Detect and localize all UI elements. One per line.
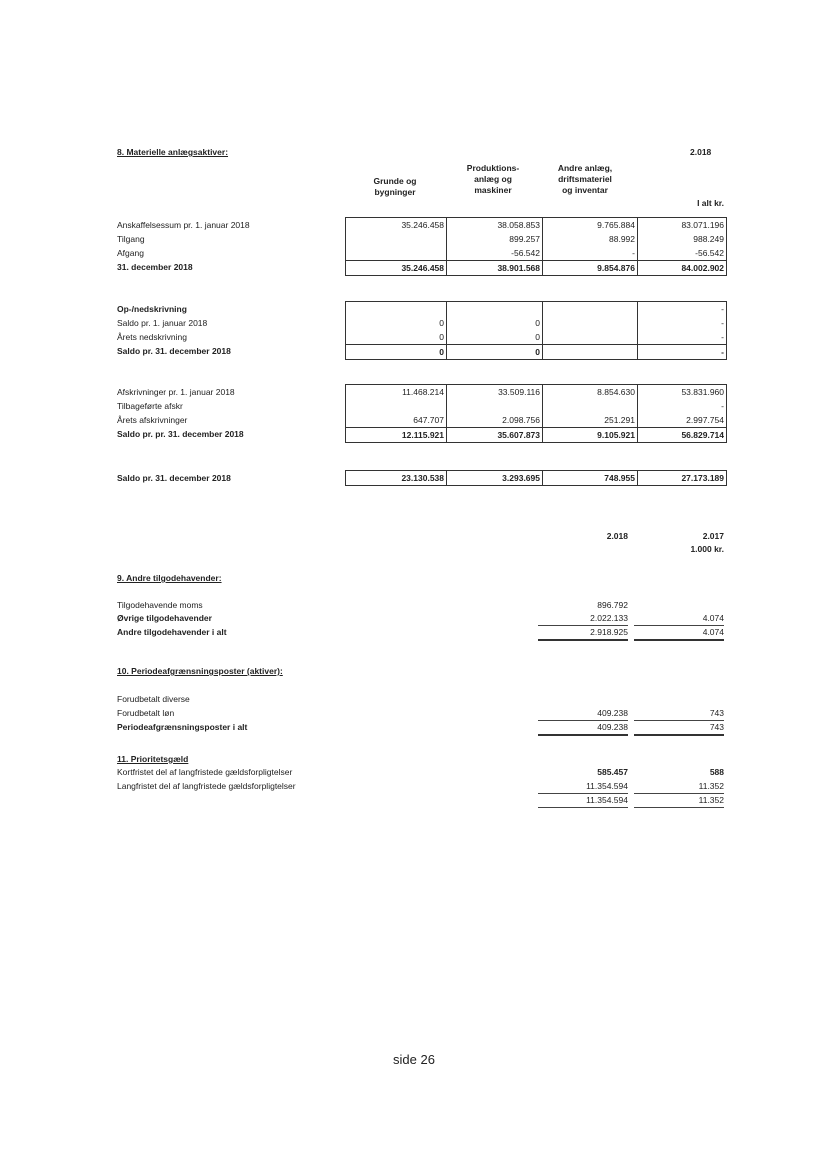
row-label: Forudbetalt løn	[117, 708, 175, 718]
table-cell	[346, 399, 447, 413]
value-2018: 2.918.925	[538, 626, 628, 641]
table-row	[346, 330, 726, 344]
table-cell	[543, 330, 638, 344]
table-cell: 84.002.902	[681, 263, 724, 273]
table-cell: 35.607.873	[447, 428, 543, 442]
table-cell: -	[543, 246, 638, 260]
table-cell: 35.246.458	[346, 261, 447, 275]
table-cell: 11.468.214	[346, 385, 447, 399]
table-cell: -	[721, 318, 724, 328]
table-cell: 56.829.714	[681, 430, 724, 440]
col-header-andre: Andre anlæg, driftsmateriel og inventar	[557, 163, 613, 195]
table-cell: 35.246.458	[346, 218, 447, 232]
row-label: Anskaffelsessum pr. 1. januar 2018	[117, 220, 250, 230]
row-label: Langfristet del af langfristede gældsforpligtelser	[117, 781, 296, 791]
table-cell: -	[721, 332, 724, 342]
value-2018: 409.238	[538, 721, 628, 736]
table-cell	[447, 399, 543, 413]
row-label: Afgang	[117, 248, 144, 258]
value-2018: 409.238	[538, 707, 628, 721]
table-cell: 899.257	[447, 232, 543, 246]
table-cell: 0	[346, 345, 447, 359]
value-2018: 2.022.133	[538, 612, 628, 626]
col-header-produktion: Produktions- anlæg og maskiner	[466, 163, 520, 195]
row-label: Tilbageførte afskr	[117, 401, 183, 411]
row-label: Afskrivninger pr. 1. januar 2018	[117, 387, 235, 397]
table-row	[346, 246, 726, 260]
table-cell: 251.291	[543, 413, 638, 427]
value-2017: 11.352	[634, 780, 724, 794]
table-row	[346, 427, 726, 442]
row-label: Forudbetalt diverse	[117, 694, 190, 704]
row-label: 31. december 2018	[117, 262, 193, 272]
table-cell: 53.831.960	[681, 387, 724, 397]
row-label: Tilgodehavende moms	[117, 600, 203, 610]
table-row	[346, 385, 726, 399]
table-cell: 27.173.189	[681, 473, 724, 483]
table-row	[346, 471, 726, 485]
table-cell: 12.115.921	[346, 428, 447, 442]
table-cell: 3.293.695	[447, 471, 543, 485]
table-cell: 9.105.921	[543, 428, 638, 442]
note10-title: 10. Periodeafgrænsningsposter (aktiver):	[117, 666, 283, 676]
note8-title: 8. Materielle anlægsaktiver:	[117, 147, 229, 157]
table-cell: -	[721, 347, 724, 357]
table-cell: 988.249	[693, 234, 724, 244]
value-2018: 585.457	[597, 767, 628, 777]
table-cell: 647.707	[346, 413, 447, 427]
table-cell	[346, 246, 447, 260]
value-2017: 588	[709, 767, 724, 777]
table-row	[346, 218, 726, 232]
table-cell: 748.955	[543, 471, 638, 485]
row-label: Saldo pr. pr. 31. december 2018	[117, 429, 244, 439]
col-2018: 2.018	[606, 531, 628, 541]
table-cell	[543, 345, 638, 359]
table-cell: -56.542	[447, 246, 543, 260]
row-label: Øvrige tilgodehavender	[117, 613, 212, 623]
page-number: side 26	[393, 1052, 435, 1067]
unit-label: 1.000 kr.	[690, 544, 724, 554]
table-row	[346, 399, 726, 413]
table-cell: 0	[346, 316, 447, 330]
value-2017: 743	[634, 721, 724, 736]
value-2017: 743	[634, 707, 724, 721]
value-2017: 11.352	[634, 794, 724, 808]
table-cell: -	[721, 401, 724, 411]
asset-table-block	[345, 217, 727, 276]
row-label: Andre tilgodehavender i alt	[117, 627, 227, 637]
col-header-grunde: Grunde og bygninger	[373, 176, 417, 197]
table-cell: 0	[346, 330, 447, 344]
table-cell	[543, 302, 638, 316]
table-cell	[543, 399, 638, 413]
table-cell: -56.542	[695, 248, 724, 258]
row-label: Saldo pr. 31. december 2018	[117, 346, 231, 356]
table-cell: 23.130.538	[346, 471, 447, 485]
table-cell: 38.901.568	[447, 261, 543, 275]
table-row	[346, 302, 726, 316]
table-cell: 0	[447, 345, 543, 359]
value-2018: 11.354.594	[538, 794, 628, 808]
note9-title: 9. Andre tilgodehavender:	[117, 573, 222, 583]
value-2017: 4.074	[634, 612, 724, 626]
table-cell	[447, 302, 543, 316]
asset-table-block	[345, 384, 727, 443]
table-row	[346, 316, 726, 330]
asset-table-block	[345, 301, 727, 360]
table-cell: 33.509.116	[447, 385, 543, 399]
table-cell: 8.854.630	[543, 385, 638, 399]
row-label: Tilgang	[117, 234, 145, 244]
table-cell	[346, 232, 447, 246]
table-row	[346, 260, 726, 275]
row-label: Op-/nedskrivning	[117, 304, 187, 314]
table-row	[346, 413, 726, 427]
table-cell: 9.854.876	[543, 261, 638, 275]
table-cell: 0	[447, 330, 543, 344]
table-cell	[543, 316, 638, 330]
col-header-total: I alt kr.	[697, 198, 724, 208]
table-cell: 88.992	[543, 232, 638, 246]
table-cell: 0	[447, 316, 543, 330]
note11-title: 11. Prioritetsgæld	[117, 754, 189, 764]
table-cell: -	[721, 304, 724, 314]
value-2017: 4.074	[634, 626, 724, 641]
table-row	[346, 232, 726, 246]
row-label: Saldo pr. 31. december 2018	[117, 473, 231, 483]
table-cell: 83.071.196	[681, 220, 724, 230]
table-cell: 38.058.853	[447, 218, 543, 232]
row-label: Kortfristet del af langfristede gældsforpligtelser	[117, 767, 293, 777]
table-cell	[346, 302, 447, 316]
table-row	[346, 344, 726, 359]
row-label: Saldo pr. 1. januar 2018	[117, 318, 208, 328]
table-cell: 2.098.756	[447, 413, 543, 427]
note8-year: 2.018	[690, 147, 712, 157]
col-2017: 2.017	[702, 531, 724, 541]
table-cell: 9.765.884	[543, 218, 638, 232]
value-2018: 11.354.594	[538, 780, 628, 794]
row-label: Årets nedskrivning	[117, 332, 187, 342]
table-cell: 2.997.754	[686, 415, 724, 425]
asset-table-block	[345, 470, 727, 486]
row-label: Periodeafgrænsningsposter i alt	[117, 722, 248, 732]
value-2018: 896.792	[597, 600, 628, 610]
row-label: Årets afskrivninger	[117, 415, 188, 425]
